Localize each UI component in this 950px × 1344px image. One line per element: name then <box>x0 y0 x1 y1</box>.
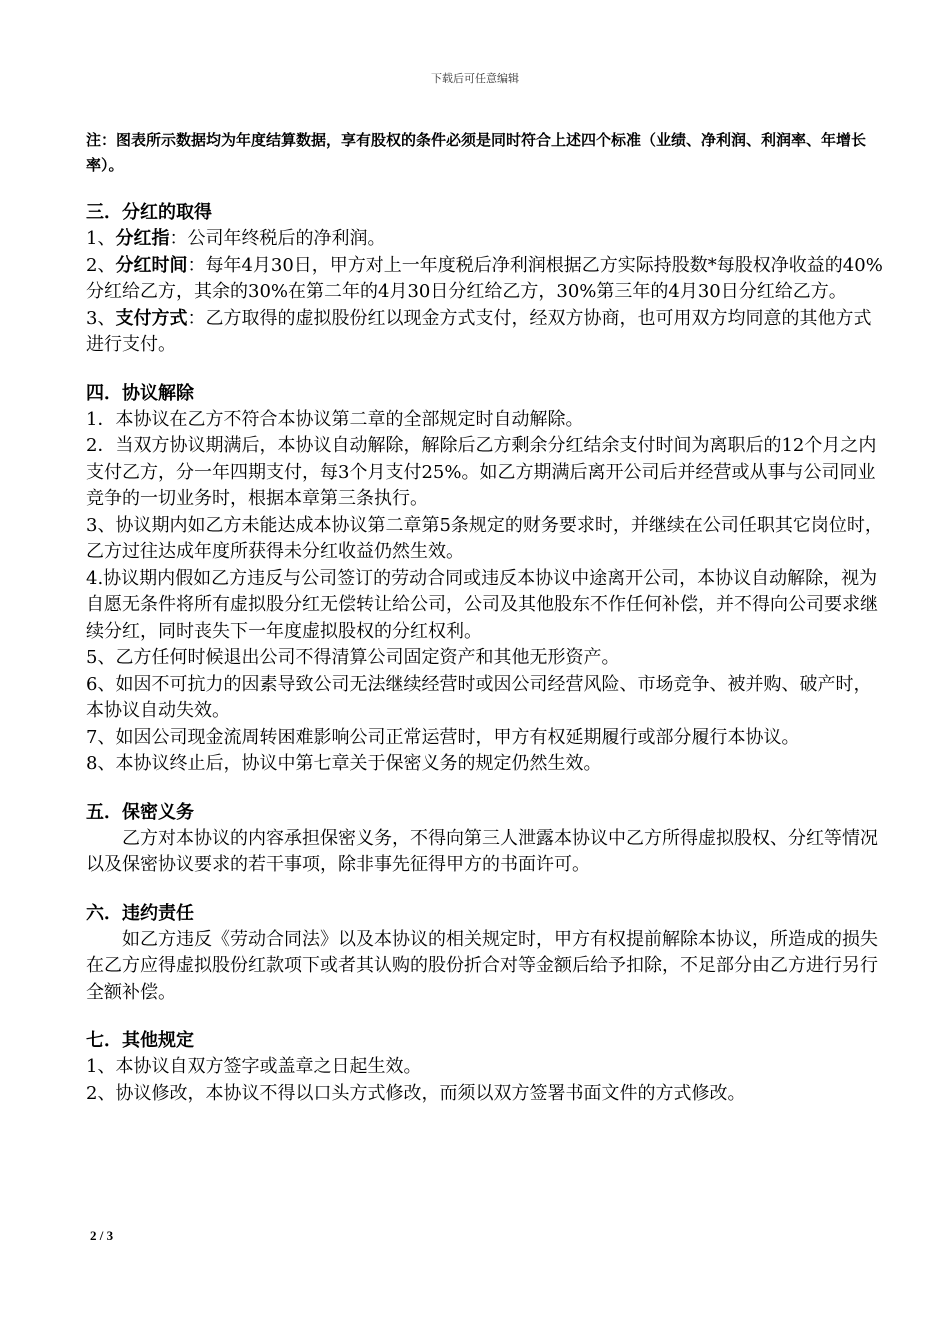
page-number: 2 / 3 <box>90 1228 114 1243</box>
section-4-item: 6、如因不可抗力的因素导致公司无法继续经营时或因公司经营风险、市场竞争、被并购、破产时，本协议自动失效。 <box>86 673 872 721</box>
section-4-item: 4.协议期内假如乙方违反与公司签订的劳动合同或违反本协议中途离开公司，本协议自动解除，视为自愿无条件将所有虚拟股分红无偿转让给公司，公司及其他股东不作任何补偿，并不得向公司要求继续分红，同时丧失下一年度虚拟股权的分红权利。 <box>86 567 878 642</box>
section-7-item: 2、协议修改，本协议不得以口头方式修改，而须以双方签署书面文件的方式修改。 <box>86 1082 746 1104</box>
document-body <box>86 128 886 1129</box>
section-4 <box>86 381 886 778</box>
section-6-text: 如乙方违反《劳动合同法》以及本协议的相关规定时，甲方有权提前解除本协议，所造成的损失在乙方应得虚拟股份红款项下或者其认购的股份折合对等金额后给予扣除，不足部分由乙方进行另行全额补偿。 <box>86 928 878 1003</box>
section-4-item: 1．本协议在乙方不符合本协议第二章的全部规定时自动解除。 <box>86 408 584 430</box>
section-5 <box>86 800 886 879</box>
section-4-item: 8、本协议终止后，协议中第七章关于保密义务的规定仍然生效。 <box>86 753 602 774</box>
item-label: 分红指 <box>115 228 170 249</box>
item-number: 3、 <box>86 307 116 329</box>
section-4-item: 3、协议期内如乙方未能达成本协议第二章第5条规定的财务要求时，并继续在公司任职其它岗位时，乙方过往达成年度所获得未分红收益仍然生效。 <box>86 514 883 562</box>
section-5-title: 五．保密义务 <box>86 801 194 823</box>
section-3-item-2 <box>86 253 886 306</box>
section-7 <box>86 1028 886 1107</box>
section-4-item: 2．当双方协议期满后，本协议自动解除，解除后乙方剩余分红结余支付时间为离职后的12个月之内支付乙方，分一年四期支付，每3个月支付25%。如乙方期满后离开公司后并经营或从事与公司同业竞争的一切业务时，根据本章第三条执行。 <box>86 435 877 509</box>
page-header: 下载后可任意编辑 <box>431 72 519 85</box>
item-text: ：乙方取得的虚拟股份红以现金方式支付，经双方协商，也可用双方均同意的其他方式进行支付。 <box>86 307 872 355</box>
section-3-item-1 <box>86 226 886 253</box>
section-4-title: 四．协议解除 <box>86 382 194 404</box>
item-number: 1、 <box>86 228 116 249</box>
item-label: 支付方式 <box>115 307 188 329</box>
note-paragraph: 注：图表所示数据均为年度结算数据，享有股权的条件必须是同时符合上述四个标准（业绩、净利润、利润率、年增长率）。 <box>86 131 867 174</box>
section-3-item-3 <box>86 306 886 359</box>
section-7-item: 1、本协议自双方签字或盖章之日起生效。 <box>86 1056 422 1077</box>
section-6-title: 六．违约责任 <box>86 902 194 924</box>
section-7-title: 七．其他规定 <box>86 1030 194 1051</box>
section-3 <box>86 200 886 359</box>
section-4-item: 7、如因公司现金流周转困难影响公司正常运营时，甲方有权延期履行或部分履行本协议。 <box>86 726 800 748</box>
item-number: 2、 <box>86 254 116 276</box>
section-3-title: 三．分红的取得 <box>86 202 212 223</box>
item-text: ：公司年终税后的净利润。 <box>169 228 386 249</box>
section-6 <box>86 901 886 1007</box>
item-label: 分红时间 <box>115 254 188 276</box>
section-5-text: 乙方对本协议的内容承担保密义务，不得向第三人泄露本协议中乙方所得虚拟股权、分红等情况以及保密协议要求的若干事项，除非事先征得甲方的书面许可。 <box>86 827 878 875</box>
item-text: ：每年4月30日，甲方对上一年度税后净利润根据乙方实际持股数*每股权净收益的40%分红给乙方，其余的30%在第二年的4月30日分红给乙方，30%第三年的4月30日分红给乙方。 <box>86 254 883 302</box>
section-4-item: 5、乙方任何时候退出公司不得清算公司固定资产和其他无形资产。 <box>86 647 620 668</box>
